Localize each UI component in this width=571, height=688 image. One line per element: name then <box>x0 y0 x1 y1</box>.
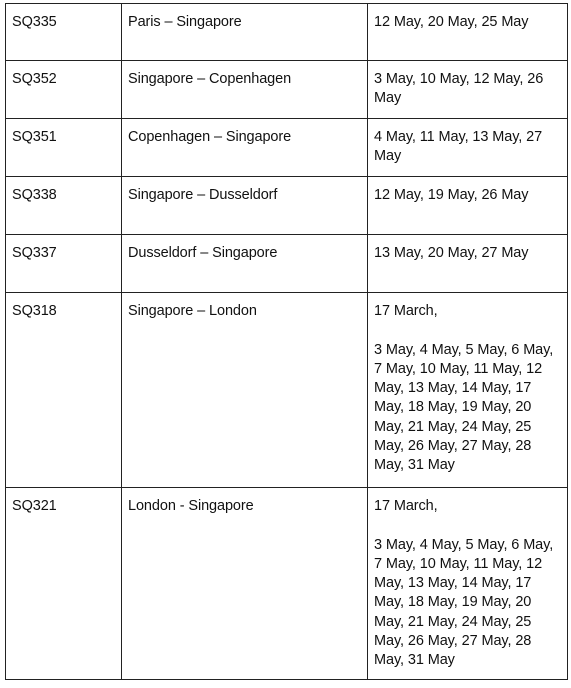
table-row <box>6 61 568 119</box>
dates-cell <box>368 4 568 61</box>
dates-text: 17 March, <box>374 303 438 319</box>
table-row <box>6 235 568 293</box>
table-row <box>6 119 568 177</box>
route-cell: Singapore – Copenhagen <box>122 61 368 119</box>
dates-cell <box>368 119 568 177</box>
flight-schedule-table <box>5 3 568 680</box>
route-cell: Singapore – Dusseldorf <box>122 177 368 235</box>
dates-text: 3 May, 4 May, 5 May, 6 May, 7 May, 10 May, 11 May, 12 May, 13 May, 14 May, 17 May, 18 May, 19 May, 20 May, 21 May, 24 May, 25 May, 26 May, 27 May, 28 May, 31 May <box>374 536 554 669</box>
flight-number-cell: SQ318 <box>6 293 122 488</box>
dates-text: 4 May, 11 May, 13 May, 27 May <box>374 129 543 165</box>
dates-text: 12 May, 20 May, 25 May <box>374 14 529 30</box>
route-cell: Dusseldorf – Singapore <box>122 235 368 293</box>
flight-number-cell: SQ335 <box>6 4 122 61</box>
table-row <box>6 293 568 488</box>
dates-text: 17 March, <box>374 498 438 514</box>
dates-text: 3 May, 4 May, 5 May, 6 May, 7 May, 10 May, 11 May, 12 May, 13 May, 14 May, 17 May, 18 May, 19 May, 20 May, 21 May, 24 May, 25 May, 26 May, 27 May, 28 May, 31 May <box>374 341 554 474</box>
table-row <box>6 177 568 235</box>
route-cell: Singapore – London <box>122 293 368 488</box>
flight-number-cell: SQ321 <box>6 488 122 680</box>
dates-cell <box>368 177 568 235</box>
paragraph-gap <box>374 516 561 535</box>
route-cell: London - Singapore <box>122 488 368 680</box>
flight-number-cell: SQ337 <box>6 235 122 293</box>
dates-text: 3 May, 10 May, 12 May, 26 May <box>374 71 544 107</box>
dates-text: 13 May, 20 May, 27 May <box>374 245 529 261</box>
flight-number-cell: SQ352 <box>6 61 122 119</box>
paragraph-gap <box>374 321 561 340</box>
table-row <box>6 4 568 61</box>
table-row <box>6 488 568 680</box>
dates-cell <box>368 488 568 680</box>
dates-text: 12 May, 19 May, 26 May <box>374 187 529 203</box>
flight-number-cell: SQ338 <box>6 177 122 235</box>
dates-cell <box>368 235 568 293</box>
route-cell: Copenhagen – Singapore <box>122 119 368 177</box>
flight-number-cell: SQ351 <box>6 119 122 177</box>
dates-cell <box>368 293 568 488</box>
dates-cell <box>368 61 568 119</box>
route-cell: Paris – Singapore <box>122 4 368 61</box>
